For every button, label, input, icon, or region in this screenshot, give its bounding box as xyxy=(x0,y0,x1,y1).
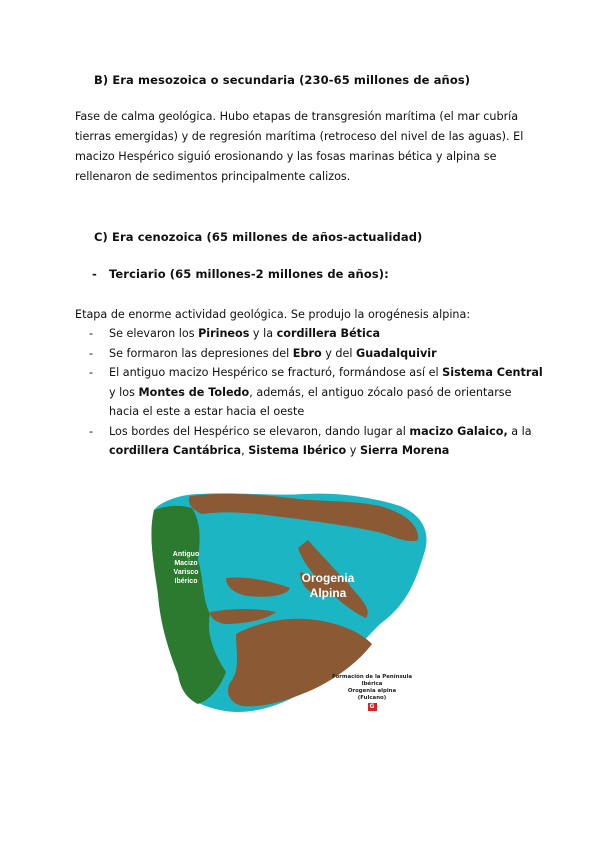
list-item xyxy=(75,363,545,422)
caption-line: Orogenia alpina xyxy=(347,688,397,694)
list-dash: - xyxy=(89,346,94,360)
caption-line: (Fulcano) xyxy=(357,695,387,701)
list-dash: - xyxy=(89,366,94,379)
paragraph-line: rellenaron de sedimentos principalmente calizos. xyxy=(75,170,351,183)
section-c-heading: C) Era cenozoica (65 millones de años-actualidad) xyxy=(94,230,423,244)
item-text: , además, el antiguo zócalo pasó de orientarse hacia el este a estar hacia el oeste xyxy=(109,385,512,418)
item-text: y los xyxy=(109,385,139,399)
item-bold: Montes de Toledo xyxy=(138,385,250,399)
item-text: Se formaron las depresiones del xyxy=(109,346,293,360)
item-bold: cordillera Bética xyxy=(276,327,381,340)
list-item xyxy=(75,324,545,344)
macizo-label-line: Varisco xyxy=(173,569,199,576)
item-text: Se elevaron los xyxy=(109,327,199,340)
orogenia-label-line: Alpina xyxy=(309,586,347,600)
item-bold: Ebro xyxy=(292,346,322,360)
item-bold: macizo Galaico, xyxy=(409,424,508,438)
alpine-intro: Etapa de enorme actividad geológica. Se produjo la orogénesis alpina: xyxy=(75,308,471,321)
macizo-label-line: Antiguo xyxy=(172,551,200,558)
terciario-text: Terciario (65 millones-2 millones de años): xyxy=(108,267,389,281)
item-text: a la xyxy=(507,424,532,438)
item-bold: cordillera Cantábrica xyxy=(109,444,242,457)
section-b-heading: B) Era mesozoica o secundaria (230-65 millones de años) xyxy=(94,73,471,87)
caption-line: Formación de la Península xyxy=(332,674,412,680)
paragraph-line: macizo Hespérico siguió erosionando y las fosas marinas bética y alpina se xyxy=(75,150,497,163)
item-text: Los bordes del Hespérico se elevaron, dando lugar al xyxy=(109,424,410,438)
paragraph-line: Fase de calma geológica. Hubo etapas de transgresión marítima (el mar cubría xyxy=(75,110,519,123)
item-bold: Sistema Ibérico xyxy=(248,444,347,457)
list-item xyxy=(75,344,545,364)
list-dash: - xyxy=(89,327,94,340)
terciario-heading xyxy=(92,267,389,281)
item-bold: Sierra Morena xyxy=(359,444,450,457)
list-dash: - xyxy=(89,424,94,438)
item-text: , xyxy=(241,444,249,457)
item-bold: Pirineos xyxy=(198,327,250,340)
caption-line: Ibérica xyxy=(361,681,383,687)
macizo-label-line: Macizo xyxy=(174,560,198,567)
item-text: y del xyxy=(321,346,357,360)
item-bold: Guadalquivir xyxy=(356,346,437,360)
item-text: El antiguo macizo Hespérico se fracturó, formándose así el xyxy=(109,366,443,379)
orogenesis-list xyxy=(75,324,545,461)
map-caption xyxy=(322,674,422,711)
macizo-label-line: Ibérico xyxy=(174,578,198,585)
item-bold: Sistema Central xyxy=(442,366,543,379)
paragraph-line: tierras emergidas) y de regresión marítima (retroceso del nivel de las aguas). El xyxy=(75,130,524,143)
orogenia-label-line: Orogenia xyxy=(301,571,355,585)
terciario-dash: - xyxy=(92,267,97,281)
publisher-logo: G xyxy=(368,703,377,711)
list-item xyxy=(75,422,545,461)
section-b-paragraph xyxy=(75,107,535,187)
item-text: y la xyxy=(249,327,277,340)
item-text: y xyxy=(346,444,360,457)
